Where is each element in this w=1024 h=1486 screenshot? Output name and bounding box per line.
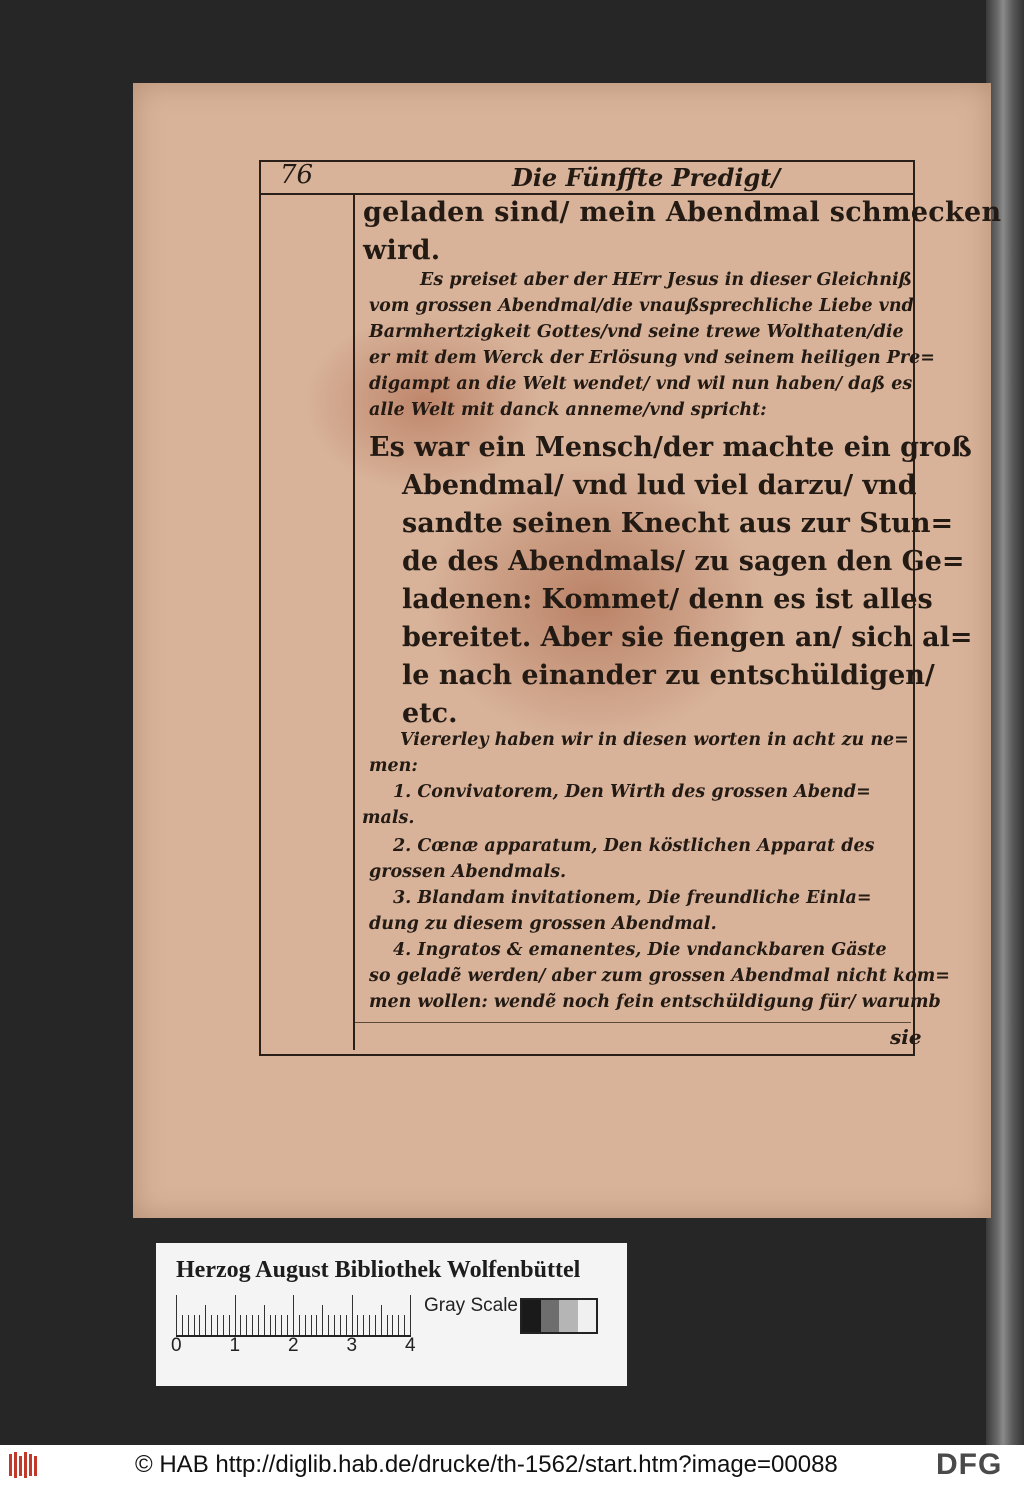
text-line: digampt an die Welt wendet/ vnd wil nun haben/ daß es [369, 374, 913, 394]
gray-swatch [578, 1300, 597, 1332]
header-rule [259, 193, 913, 195]
ruler-tick [340, 1315, 341, 1335]
ruler-tick [311, 1315, 312, 1335]
ruler-tick [240, 1315, 241, 1335]
catchword: sie [890, 1025, 922, 1049]
running-head: Die Fünffte Predigt/ [512, 163, 781, 192]
ruler-tick [205, 1305, 206, 1335]
gray-swatch [559, 1300, 578, 1332]
hab-logo-icon [8, 1450, 40, 1480]
text-line: bereitet. Aber sie fiengen an/ sich al= [402, 622, 973, 653]
ruler-tick [264, 1305, 265, 1335]
text-line: grossen Abendmals. [369, 862, 567, 882]
text-line: de des Abendmals/ zu sagen den Ge= [402, 546, 965, 577]
ruler-tick [369, 1315, 370, 1335]
text-line: le nach einander zu entschüldigen/ [402, 660, 935, 691]
ruler-tick [246, 1315, 247, 1335]
text-line: 4. Ingratos & emanentes, Die vndanckbaren Gäste [393, 940, 887, 960]
ruler-tick [293, 1295, 294, 1335]
ruler-tick [381, 1305, 382, 1335]
ruler [176, 1293, 411, 1337]
text-line: dung zu diesem grossen Abendmal. [369, 914, 717, 934]
text-line: geladen sind/ mein Abendmal schmecken [363, 197, 1002, 228]
ruler-tick [363, 1315, 364, 1335]
ruler-tick [410, 1295, 411, 1335]
text-line: Barmhertzigkeit Gottes/vnd seine trewe Wolthaten/die [369, 322, 904, 342]
text-line: men wollen: wendẽ noch fein entschüldigung für/ warumb [369, 992, 941, 1012]
ruler-tick [252, 1315, 253, 1335]
library-name: Herzog August Bibliothek Wolfenbüttel [176, 1257, 581, 1283]
margin-rule [353, 195, 355, 1050]
ruler-tick [322, 1305, 323, 1335]
ruler-tick [223, 1315, 224, 1335]
gray-swatch [522, 1300, 541, 1332]
text-line: alle Welt mit danck anneme/vnd spricht: [369, 400, 767, 420]
page-number: 76 [280, 160, 314, 190]
ruler-tick [299, 1315, 300, 1335]
ruler-tick [182, 1315, 183, 1335]
ruler-tick [229, 1315, 230, 1335]
ruler-tick [392, 1315, 393, 1335]
ruler-number: 4 [405, 1335, 416, 1356]
ruler-tick [357, 1315, 358, 1335]
text-line: sandte seinen Knecht aus zur Stun= [402, 508, 954, 539]
text-line: 2. Cœnæ apparatum, Den köstlichen Apparat des [393, 836, 875, 856]
ruler-tick [176, 1295, 177, 1335]
dfg-logo: DFG [936, 1448, 1003, 1481]
ruler-tick [270, 1315, 271, 1335]
text-line: Abendmal/ vnd lud viel darzu/ vnd [402, 470, 917, 501]
ruler-tick [316, 1315, 317, 1335]
ruler-tick [375, 1315, 376, 1335]
text-line: mals. [362, 808, 415, 828]
citation-link[interactable]: © HAB http://diglib.hab.de/drucke/th-1562/start.htm?image=00088 [135, 1451, 838, 1478]
ruler-tick [217, 1315, 218, 1335]
text-line: men: [369, 756, 418, 776]
ruler-tick [235, 1295, 236, 1335]
ruler-number: 2 [288, 1335, 299, 1356]
text-line: Es war ein Mensch/der machte ein groß [369, 432, 972, 463]
gray-scale-swatches [520, 1298, 598, 1334]
text-line: er mit dem Werck der Erlösung vnd seinem heiligen Pre= [369, 348, 935, 368]
bottom-rule [355, 1022, 911, 1023]
ruler-number: 3 [346, 1335, 358, 1356]
ruler-number: 0 [171, 1335, 182, 1356]
gray-scale-label: Gray Scale [424, 1295, 518, 1316]
ruler-tick [188, 1315, 189, 1335]
ruler-tick [334, 1315, 335, 1335]
ruler-number: 1 [229, 1335, 241, 1356]
library-card [156, 1243, 627, 1386]
ruler-tick [328, 1315, 329, 1335]
ruler-tick [352, 1295, 353, 1335]
gray-swatch [541, 1300, 560, 1332]
text-line: vom grossen Abendmal/die vnaußsprechliche Liebe vnd [369, 296, 914, 316]
ruler-tick [194, 1315, 195, 1335]
ruler-tick [346, 1315, 347, 1335]
ruler-tick [199, 1315, 200, 1335]
ruler-tick [404, 1315, 405, 1335]
ruler-tick [275, 1315, 276, 1335]
ruler-tick [211, 1315, 212, 1335]
text-line: ladenen: Kommet/ denn es ist alles [402, 584, 933, 615]
footer-bar [0, 1445, 1024, 1486]
text-line: 1. Convivatorem, Den Wirth des grossen Abend= [393, 782, 871, 802]
ruler-tick [398, 1315, 399, 1335]
text-line: so geladẽ werden/ aber zum grossen Abendmal nicht kom= [369, 966, 950, 986]
text-line: Viererley haben wir in diesen worten in acht zu ne= [400, 730, 909, 750]
ruler-tick [258, 1315, 259, 1335]
ruler-tick [281, 1315, 282, 1335]
text-line: wird. [363, 235, 441, 266]
ruler-tick [305, 1315, 306, 1335]
text-line: 3. Blandam invitationem, Die freundliche Einla= [393, 888, 872, 908]
ruler-tick [287, 1315, 288, 1335]
text-line: Es preiset aber der HErr Jesus in dieser Gleichniß [420, 270, 912, 290]
ruler-tick [387, 1315, 388, 1335]
text-line: etc. [402, 698, 458, 729]
